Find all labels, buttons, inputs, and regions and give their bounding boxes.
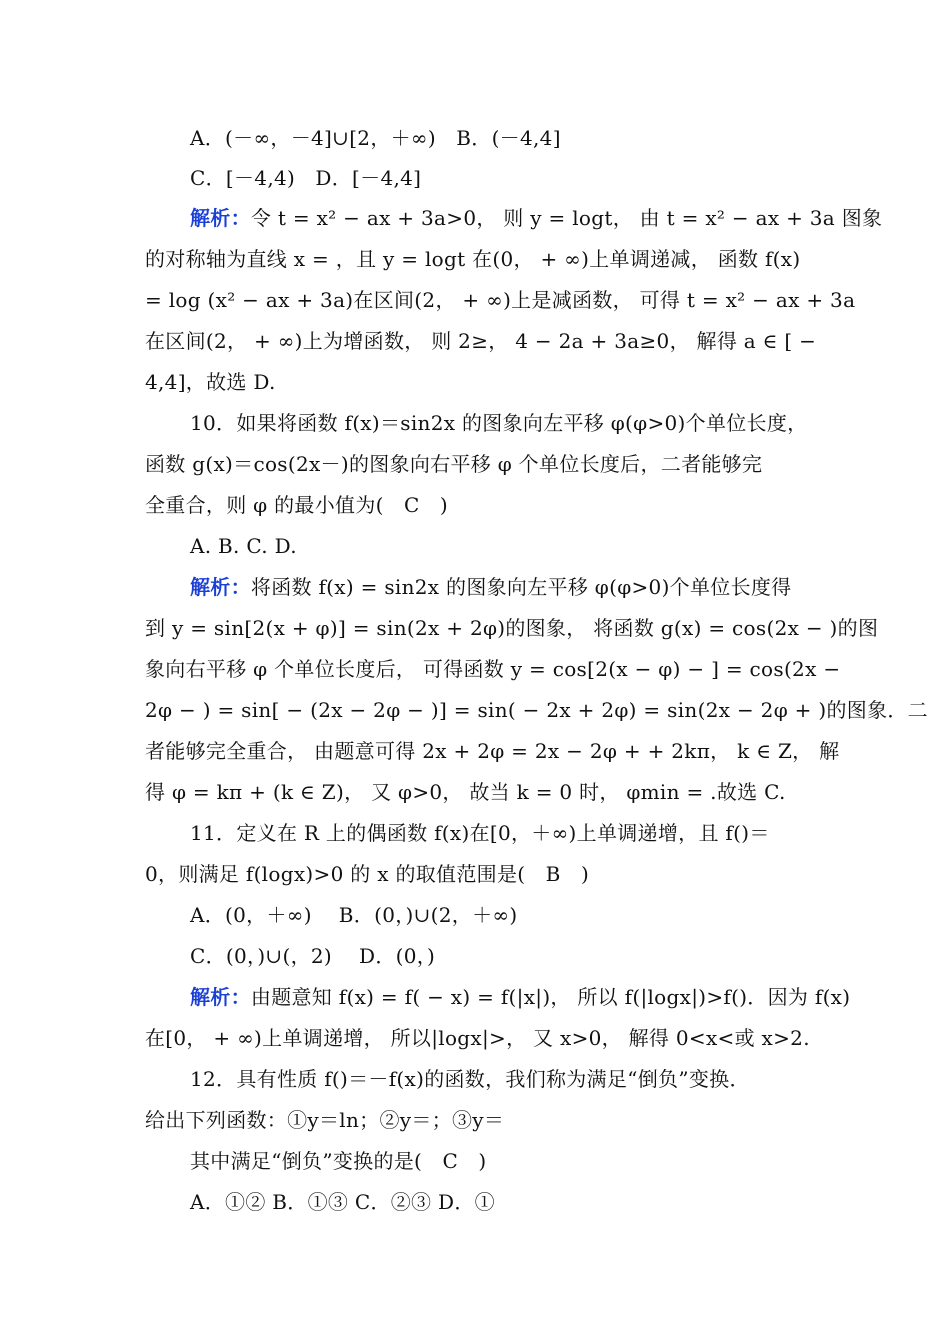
q12-options: A．①② B．①③ C．②③ D．① [190, 1190, 495, 1214]
q11-options-line-1: A．(0，＋∞) B．(0，)∪(2，＋∞) [190, 903, 518, 927]
q10-solution-line-3: 象向右平移 φ 个单位长度后， 可得函数 y = cos[2(x − φ) − ] = cos(2x − [145, 657, 841, 681]
q10-solution-line-6: 得 φ = kπ + (k ∈ Z)， 又 φ>0， 故当 k = 0 时， φmin = .故选 C. [145, 780, 786, 804]
q12-stem-line-3: 其中满足“倒负”变换的是( C ) [190, 1149, 487, 1173]
q9-solution-line-1: 解析：令 t = x² − ax + 3a>0， 则 y = logt， 由 t = x² − ax + 3a 图象 [190, 206, 883, 230]
q9-options-line-1: A．(－∞，－4]∪[2，＋∞) B．(－4,4] [190, 126, 561, 150]
solution-label: 解析： [190, 575, 251, 599]
solution-label: 解析： [190, 206, 251, 230]
q12-stem-line-2: 给出下列函数：①y＝ln；②y＝；③y＝ [145, 1108, 505, 1132]
q9-solution-line-5: 4,4]，故选 D. [145, 370, 276, 394]
q10-solution-line-2: 到 y = sin[2(x + φ)] = sin(2x + 2φ)的图象， 将函数 g(x) = cos(2x − )的图 [145, 616, 879, 640]
q11-options-line-2: C．(0，)∪(，2) D．(0，) [190, 944, 436, 968]
q9-solution-line-3: = log (x² − ax + 3a)在区间(2， + ∞)上是减函数， 可得 t = x² − ax + 3a [145, 288, 856, 312]
q11-solution-line-2: 在[0， + ∞)上单调递增， 所以|logx|>， 又 x>0， 解得 0<x<或 x>2. [145, 1026, 810, 1050]
q10-options: A. B. C. D. [190, 534, 297, 558]
q11-stem-line-1: 11．定义在 R 上的偶函数 f(x)在[0，＋∞)上单调递增，且 f()＝ [190, 821, 770, 845]
q10-stem-line-3: 全重合，则 φ 的最小值为( C ) [145, 493, 449, 517]
q9-solution-line-2: 的对称轴为直线 x = ，且 y = logt 在(0， + ∞)上单调递减， 函数 f(x) [145, 247, 801, 271]
q10-stem-line-1: 10．如果将函数 f(x)＝sin2x 的图象向左平移 φ(φ>0)个单位长度， [190, 411, 808, 435]
q10-solution-line-5: 者能够完全重合， 由题意可得 2x + 2φ = 2x − 2φ + + 2kπ， k ∈ Z， 解 [145, 739, 840, 763]
q12-stem-line-1: 12．具有性质 f()＝－f(x)的函数，我们称为满足“倒负”变换． [190, 1067, 750, 1091]
q9-solution-line-4: 在区间(2， + ∞)上为增函数， 则 2≥， 4 − 2a + 3a≥0， 解得 a ∈ [ − [145, 329, 817, 353]
q10-solution-line-1: 解析：将函数 f(x) = sin2x 的图象向左平移 φ(φ>0)个单位长度得 [190, 575, 792, 599]
q10-stem-line-2: 函数 g(x)＝cos(2x－)的图象向右平移 φ 个单位长度后，二者能够完 [145, 452, 763, 476]
q10-solution-line-4: 2φ − ) = sin[ − (2x − 2φ − )] = sin( − 2x + 2φ) = sin(2x − 2φ + )的图象．二 [145, 698, 928, 722]
q9-options-line-2: C．[－4,4) D．[－4,4] [190, 166, 422, 190]
q11-stem-line-2: 0，则满足 f(logx)>0 的 x 的取值范围是( B ) [145, 862, 590, 886]
solution-label: 解析： [190, 985, 251, 1009]
q11-solution-line-1: 解析：由题意知 f(x) = f( − x) = f(|x|)， 所以 f(|logx|)>f()．因为 f(x) [190, 985, 851, 1009]
